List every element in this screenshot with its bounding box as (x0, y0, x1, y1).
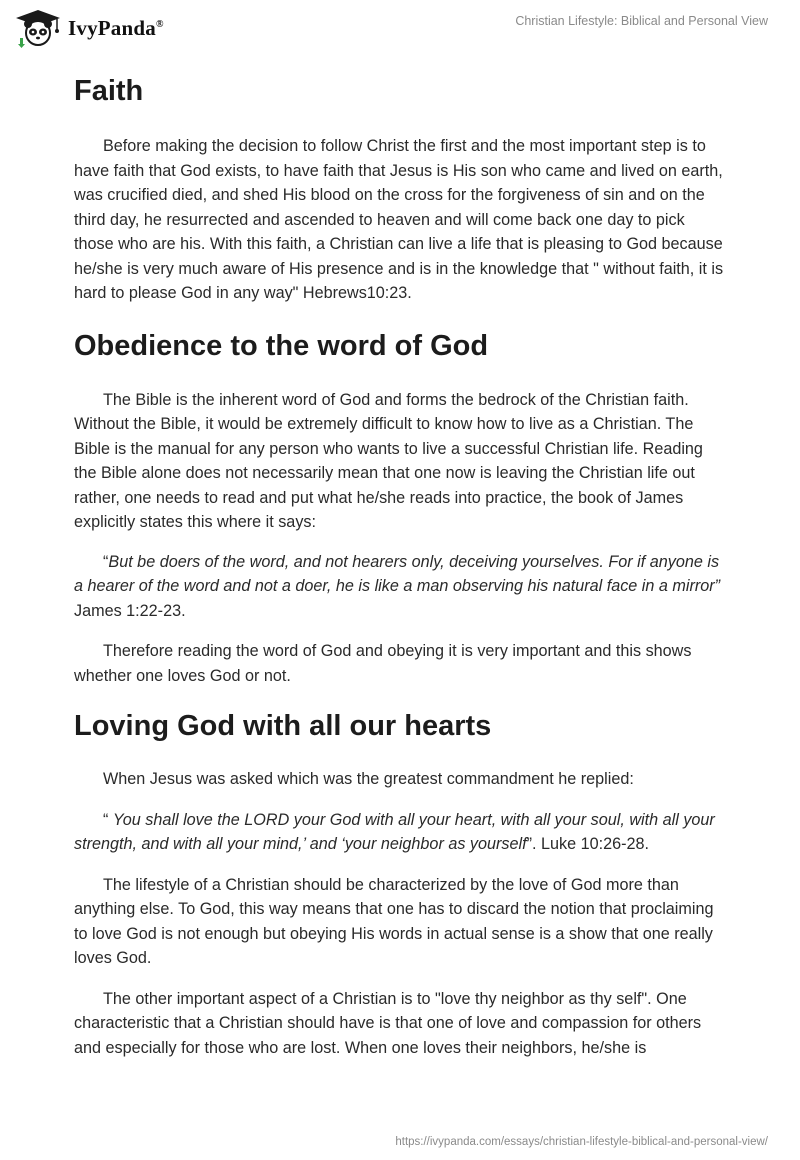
essay-content (74, 70, 726, 1060)
paragraph: Before making the decision to follow Christ the first and the most important step is to have faith that God exists, to have faith that Jesus is His son who came and lived on earth, was crucified died, and shed His blood on the cross for the forgiveness of sin and on the third day, he resurrected and ascended to heaven and will come back one day to pick those who are his. With this faith, a Christian can live a life that is pleasing to God because he/she is very much aware of His presence and is in the knowledge that " without faith, it is hard to please God in any way" Hebrews10:23. (74, 137, 724, 302)
paragraph: The Bible is the inherent word of God and forms the bedrock of the Christian faith. Without the Bible, it would be extremely difficult to know how to live as a Christian. The Bible is the manual for any person who wants to live a successful Christian life. Reading the Bible alone does not necessarily mean that one now is leaving the Christian life out rather, one needs to read and put what he/she reads into practice, the book of James explicitly states this where it says: (74, 390, 703, 531)
ivypanda-logo[interactable] (14, 8, 164, 48)
page-header (0, 0, 800, 60)
section-heading-obedience: Obedience to the word of God (74, 329, 489, 362)
paragraph: The other important aspect of a Christian is to "love thy neighbor as thy self". One characteristic that a Christian should have is that one of love and compassion for others and especially for those who are lost. When one loves their neighbors, he/she is (74, 989, 702, 1057)
section-heading-loving-god: Loving God with all our hearts (74, 710, 492, 742)
paragraph: Therefore reading the word of God and obeying it is very important and this shows whether one loves God or not. (74, 642, 692, 685)
paragraph: The lifestyle of a Christian should be characterized by the love of God more than anything else. To God, this way means that one has to discard the notion that proclaiming to love God is not enough but obeying His words in actual sense is a show that one really loves God. (74, 875, 714, 967)
brand-name: IvyPanda® (68, 15, 164, 40)
document-title: Christian Lifestyle: Biblical and Personal View (515, 14, 768, 28)
block-quote: “But be doers of the word, and not hearers only, deceiving yourselves. For if anyone is a hearer of the word and not a doer, he is like a man observing his natural face in a mirror” James 1:22-23. (74, 552, 721, 620)
panda-graduate-icon (14, 8, 62, 48)
source-url[interactable]: https://ivypanda.com/essays/christian-lifestyle-biblical-and-personal-view/ (395, 1136, 768, 1148)
section-heading-faith: Faith (74, 75, 144, 107)
block-quote: “ You shall love the LORD your God with all your heart, with all your soul, with all your strength, and with all your mind,’ and ‘your neighbor as yourself”. Luke 10:26-28. (74, 810, 715, 853)
paragraph: When Jesus was asked which was the greatest commandment he replied: (103, 770, 634, 788)
